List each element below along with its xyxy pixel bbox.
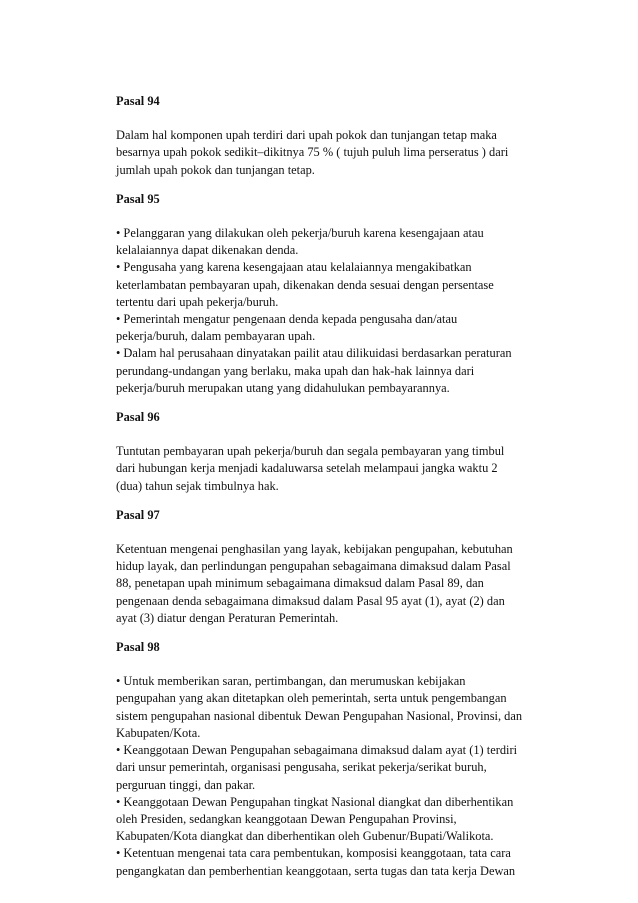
section-body: [116, 541, 546, 627]
text-line: Dalam hal komponen upah terdiri dari upah pokok dan tunjangan tetap maka: [116, 128, 497, 143]
text-line: (dua) tahun sejak timbulnya hak.: [116, 478, 279, 493]
section-body: [116, 673, 546, 879]
document-page: [116, 93, 546, 880]
text-line: • Keanggotaan Dewan Pengupahan tingkat Nasional diangkat dan diberhentikan: [116, 794, 514, 809]
text-line: Tuntutan pembayaran upah pekerja/buruh dan segala pembayaran yang timbul: [116, 444, 505, 459]
text-line: • Untuk memberikan saran, pertimbangan, dan merumuskan kebijakan: [116, 674, 466, 689]
section-heading: Pasal 95: [116, 191, 160, 206]
text-line: Kabupaten/Kota.: [116, 725, 201, 740]
text-line: ayat (3) diatur dengan Peraturan Pemerintah.: [116, 610, 339, 625]
text-line: tertentu dari upah pekerja/buruh.: [116, 294, 279, 309]
text-line: • Pelanggaran yang dilakukan oleh pekerja/buruh karena kesengajaan atau: [116, 226, 484, 241]
text-line: perundang-undangan yang berlaku, maka upah dan hak-hak lainnya dari: [116, 363, 475, 378]
section-body: [116, 225, 546, 397]
text-line: Ketentuan mengenai penghasilan yang layak, kebijakan pengupahan, kebutuhan: [116, 542, 513, 557]
text-line: • Ketentuan mengenai tata cara pembentukan, komposisi keanggotaan, tata cara: [116, 846, 511, 861]
text-line: pekerja/buruh, dalam pembayaran upah.: [116, 329, 316, 344]
text-line: keterlambatan pembayaran upah, dikenakan denda sesuai dengan persentase: [116, 277, 494, 292]
text-line: • Dalam hal perusahaan dinyatakan pailit atau dilikuidasi berdasarkan peraturan: [116, 346, 512, 361]
text-line: pengangkatan dan pemberhentian keanggotaan, serta tugas dan tata kerja Dewan: [116, 863, 516, 878]
section-pasal-94: [116, 93, 546, 179]
text-line: dari hubungan kerja menjadi kadaluwarsa setelah melampaui jangka waktu 2: [116, 461, 498, 476]
text-line: Kabupaten/Kota diangkat dan diberhentikan oleh Gubenur/Bupati/Walikota.: [116, 829, 494, 844]
section-heading: Pasal 96: [116, 410, 160, 425]
text-line: • Keanggotaan Dewan Pengupahan sebagaimana dimaksud dalam ayat (1) terdiri: [116, 743, 518, 758]
section-heading: Pasal 98: [116, 640, 160, 655]
text-line: perguruan tinggi, dan pakar.: [116, 777, 256, 792]
text-line: pengupahan yang akan ditetapkan oleh pemerintah, serta untuk pengembangan: [116, 691, 507, 706]
section-body: [116, 127, 546, 179]
section-pasal-95: [116, 191, 546, 397]
text-line: pengenaan denda sebagaimana dimaksud dalam Pasal 95 ayat (1), ayat (2) dan: [116, 593, 505, 608]
text-line: pekerja/buruh merupakan utang yang didahulukan pembayarannya.: [116, 380, 450, 395]
text-line: 88, penetapan upah minimum sebagaimana dimaksud dalam Pasal 89, dan: [116, 576, 484, 591]
text-line: dari unsur pemerintah, organisasi pengusaha, serikat pekerja/serikat buruh,: [116, 760, 487, 775]
section-body: [116, 443, 546, 495]
text-line: jumlah upah pokok dan tunjangan tetap.: [116, 162, 315, 177]
section-pasal-98: [116, 639, 546, 880]
text-line: • Pemerintah mengatur pengenaan denda kepada pengusaha dan/atau: [116, 312, 458, 327]
text-line: hidup layak, dan perlindungan pengupahan sebagaimana dimaksud dalam Pasal: [116, 559, 511, 574]
text-line: oleh Presiden, sedangkan keanggotaan Dewan Pengupahan Provinsi,: [116, 811, 457, 826]
text-line: kelalaiannya dapat dikenakan denda.: [116, 243, 299, 258]
text-line: besarnya upah pokok sedikit–dikitnya 75 % ( tujuh puluh lima perseratus ) dari: [116, 145, 509, 160]
text-line: • Pengusaha yang karena kesengajaan atau kelalaiannya mengakibatkan: [116, 260, 472, 275]
text-line: sistem pengupahan nasional dibentuk Dewan Pengupahan Nasional, Provinsi, dan: [116, 708, 523, 723]
section-heading: Pasal 97: [116, 507, 160, 522]
section-heading: Pasal 94: [116, 94, 160, 108]
section-pasal-96: [116, 409, 546, 495]
section-pasal-97: [116, 507, 546, 627]
